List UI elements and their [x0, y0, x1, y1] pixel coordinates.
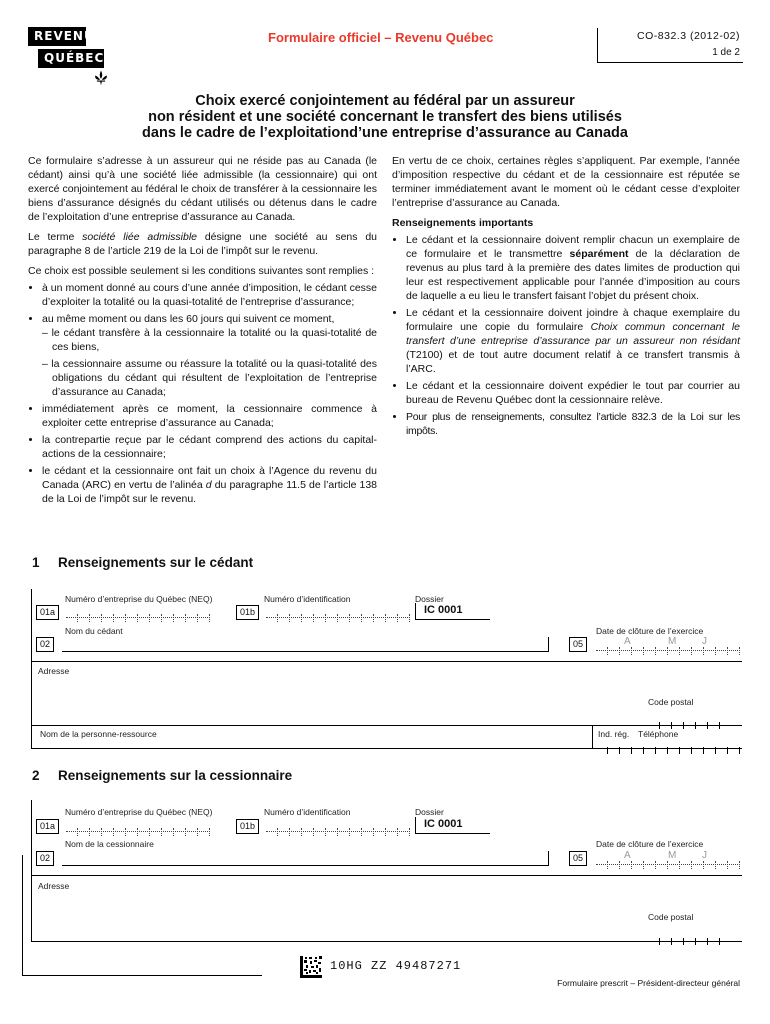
section2-divider [31, 941, 742, 942]
list-item: • Le cédant et la cessionnaire doivent joindre à chaque exemplaire du formulaire une copie du formulaire Choix commun concernant le transfert d’une entreprise d’assurance par un assureur non résidant (T2100) et de tout autre document relatif à ce transfert transmis à l’ARC. [406, 306, 740, 376]
logo-line1: REVENU [28, 27, 86, 46]
section1-title: Renseignements sur le cédant [58, 555, 254, 570]
neq-label: Numéro d’entreprise du Québec (NEQ) [65, 807, 213, 817]
cloture-label: Date de clôture de l’exercice [596, 626, 704, 636]
list-item: • Pour plus de renseignements, consultez l’article 832.3 de la Loi sur les impôts. [406, 410, 740, 438]
line-01a: 01a [36, 819, 59, 834]
day-hint: J [702, 850, 707, 861]
intro-right-column [392, 154, 740, 441]
contact-field[interactable] [31, 726, 591, 748]
line-02: 02 [36, 851, 54, 866]
dossier-field[interactable]: IC 0001 [415, 817, 490, 834]
section1-divider [31, 661, 742, 662]
title-line3: dans le cadre de l’exploitationd’une entreprise d’assurance au Canada [142, 125, 628, 141]
list-item: • immédiatement après ce moment, la cessionnaire commence à exploiter cette entreprise d’assurance au Canada; [42, 402, 377, 430]
section1-divider [592, 725, 593, 748]
conditions-list [28, 281, 377, 506]
dossier-label: Dossier [415, 594, 444, 604]
intro-left-column [28, 154, 377, 509]
barcode-text: 10HG ZZ 49487271 [330, 959, 462, 973]
address-field[interactable] [31, 892, 742, 939]
year-hint: A [624, 850, 631, 861]
list-item: • le cédant et la cessionnaire ont fait un choix à l’Agence du revenu du Canada (ARC) en vertu de l’alinéa d du paragraphe 11.5 de l’article 138 de la Loi de l’impôt sur le revenu. [42, 464, 377, 506]
neq-field[interactable] [66, 823, 210, 832]
list-item: • à un moment donné au cours d’une année d’imposition, le cédant cesse d’exploiter la totalité ou la quasi-totalité de l’entreprise d’assurance; [42, 281, 377, 309]
corner-mark [22, 855, 23, 975]
line-02: 02 [36, 637, 54, 652]
revenu-quebec-logo [28, 27, 118, 68]
year-hint: A [624, 636, 631, 647]
neq-label: Numéro d’entreprise du Québec (NEQ) [65, 594, 213, 604]
address-label: Adresse [38, 666, 70, 676]
prescribed-form-note: Formulaire prescrit – Président-directeur général [557, 978, 740, 988]
line-01a: 01a [36, 605, 59, 620]
line-01b: 01b [236, 819, 259, 834]
dossier-field[interactable]: IC 0001 [415, 603, 490, 620]
postal-code-label: Code postal [648, 697, 694, 707]
area-code-label: Ind. rég. [598, 729, 630, 739]
name-field[interactable] [62, 851, 549, 866]
list-item: • Le cédant et la cessionnaire doivent expédier le tout par courrier au bureau de Revenu Québec dont la cessionnaire relève. [406, 379, 740, 407]
id-field[interactable] [266, 609, 410, 618]
neq-field[interactable] [66, 609, 210, 618]
telephone-label: Téléphone [638, 729, 679, 739]
section2-number: 2 [32, 768, 40, 783]
section2-divider [31, 875, 742, 876]
postal-code-field[interactable] [648, 932, 728, 950]
cloture-date-field[interactable] [596, 850, 740, 866]
list-item: – le cédant transfère à la cessionnaire la totalité ou la quasi-totalité de ces biens, [52, 326, 377, 354]
postal-code-label: Code postal [648, 912, 694, 922]
fleur-de-lis-icon [92, 68, 110, 88]
title-line1: Choix exercé conjointement au fédéral par un assureur [195, 93, 575, 109]
address-field[interactable] [31, 677, 742, 723]
line-05: 05 [569, 637, 587, 652]
cloture-label: Date de clôture de l’exercice [596, 839, 704, 849]
list-item: • Le cédant et la cessionnaire doivent remplir chacun un exemplaire de ce formulaire et le transmettre séparément de la déclaration de revenus au plus tard à la première des dates limites de production qui leur est respectivement applicable pour l’année d’imposition au cours de laquelle a eu lieu le transfert faisant l’objet du présent choix. [406, 233, 740, 303]
name-field[interactable] [62, 637, 549, 652]
page-title [0, 93, 770, 141]
list-item: – la cessionnaire assume ou réassure la totalité ou la quasi-totalité des obligations du cédant qui résultent de l’exploitation de l’entreprise d’assurance au Canada; [52, 357, 377, 399]
logo-line2: QUÉBEC [38, 49, 104, 68]
line-05: 05 [569, 851, 587, 866]
list-item: • la contrepartie reçue par le cédant comprend des actions du capital-actions de la cessionnaire; [42, 433, 377, 461]
official-form-label: Formulaire officiel – Revenu Québec [268, 30, 494, 45]
name-label: Nom de la cessionnaire [65, 839, 154, 849]
month-hint: M [668, 850, 677, 861]
id-field[interactable] [266, 823, 410, 832]
intro-paragraph: Ce formulaire s’adresse à un assureur qui ne réside pas au Canada (le cédant) ainsi qu’à une société liée admissible (la cessionnaire) qui ont exercé conjointement au fédéral le choix de transférer à la cessionnaire les biens d’assurance désignés du cédant utilisés ou détenus dans le cadre de l’exploitation d’une entreprise d’assurance au Canada. [28, 155, 377, 223]
line-01b: 01b [236, 605, 259, 620]
conditions-intro: Ce choix est possible seulement si les conditions suivantes sont remplies : [28, 265, 375, 277]
important-heading: Renseignements importants [392, 217, 534, 229]
address-label: Adresse [38, 881, 70, 891]
section2-title: Renseignements sur la cessionnaire [58, 768, 293, 783]
form-code: CO-832.3 (2012-02) [637, 30, 740, 42]
month-hint: M [668, 636, 677, 647]
day-hint: J [702, 636, 707, 647]
section1-number: 1 [32, 555, 40, 570]
title-line2: non résident et une société concernant le transfert des biens utilisés [148, 109, 622, 125]
telephone-field[interactable] [596, 741, 741, 759]
page-number: 1 de 2 [712, 47, 740, 58]
contact-label: Nom de la personne-ressource [40, 729, 157, 739]
cloture-date-field[interactable] [596, 636, 740, 652]
name-label: Nom du cédant [65, 626, 123, 636]
corner-mark [22, 975, 262, 976]
important-list [392, 233, 740, 438]
list-item: • au même moment ou dans les 60 jours qui suivent ce moment, – le cédant transfère à la cessionnaire la totalité ou la quasi-totalité de ces biens, – la cessionnaire assume ou réassure la totalité ou la quasi-totalité des obligations du cédant qui résultent de l’exploitation de l’entreprise d’assurance au Canada; [42, 312, 377, 399]
id-label: Numéro d’identification [264, 594, 351, 604]
definition-paragraph: Le terme société liée admissible désigne une société au sens du paragraphe 8 de l’article 219 de la Loi de l’impôt sur le revenu. [28, 231, 378, 257]
dossier-label: Dossier [415, 807, 444, 817]
2d-barcode-icon [300, 956, 322, 978]
id-label: Numéro d’identification [264, 807, 351, 817]
rules-paragraph: En vertu de ce choix, certaines règles s’appliquent. Par exemple, l’année d’imposition respective du cédant et de la cessionnaire est réputée se terminer immédiatement avant le moment où le cédant cesse d’exploiter l’entreprise d’assurance au Canada. [392, 155, 740, 209]
